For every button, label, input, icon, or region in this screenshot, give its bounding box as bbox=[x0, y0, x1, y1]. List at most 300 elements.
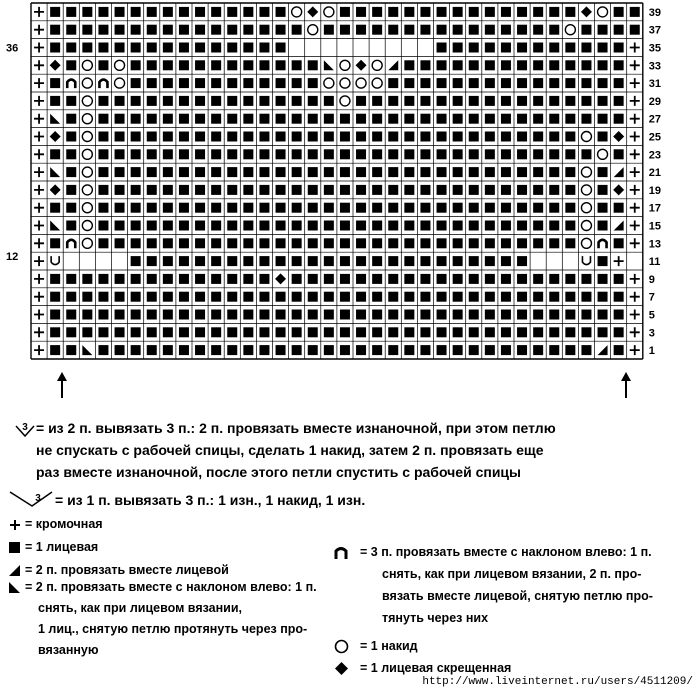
row-label: 33 bbox=[648, 60, 662, 73]
chart-cell bbox=[581, 114, 591, 124]
chart-cell bbox=[195, 256, 205, 266]
chart-cell bbox=[469, 167, 479, 177]
chart-cell bbox=[533, 345, 543, 355]
chart-cell bbox=[50, 345, 60, 355]
chart-cell bbox=[82, 149, 92, 159]
chart-cell bbox=[195, 345, 205, 355]
chart-cell bbox=[179, 43, 189, 53]
chart-cell bbox=[437, 114, 447, 124]
chart-cell bbox=[131, 203, 141, 213]
chart-cell bbox=[437, 132, 447, 142]
chart-cell bbox=[98, 43, 108, 53]
chart-cell bbox=[388, 221, 398, 231]
chart-cell bbox=[501, 238, 511, 248]
chart-cell bbox=[115, 149, 125, 159]
row-label: 25 bbox=[648, 131, 662, 144]
k2tog-icon bbox=[8, 564, 22, 578]
chart-cell bbox=[533, 310, 543, 320]
chart-cell bbox=[533, 60, 543, 70]
three-from-one-icon bbox=[8, 488, 54, 512]
chart-cell bbox=[404, 345, 414, 355]
chart-cell bbox=[259, 7, 269, 17]
chart-cell bbox=[66, 310, 76, 320]
chart-cell bbox=[163, 185, 173, 195]
chart-cell bbox=[34, 292, 44, 302]
chart-cell bbox=[163, 43, 173, 53]
chart-cell bbox=[388, 203, 398, 213]
chart-cell bbox=[420, 203, 430, 213]
chart-cell bbox=[34, 132, 44, 142]
chart-cell bbox=[211, 78, 221, 88]
chart-cell bbox=[533, 132, 543, 142]
chart-cell bbox=[469, 43, 479, 53]
chart-cell bbox=[227, 167, 237, 177]
chart-cell bbox=[485, 310, 495, 320]
chart-cell bbox=[243, 149, 253, 159]
chart-cell bbox=[34, 96, 44, 106]
chart-cell bbox=[469, 114, 479, 124]
chart-cell bbox=[437, 203, 447, 213]
chart-cell bbox=[324, 7, 334, 17]
chart-cell bbox=[195, 167, 205, 177]
chart-cell bbox=[549, 43, 559, 53]
chart-cell bbox=[420, 25, 430, 35]
chart-cell bbox=[211, 167, 221, 177]
chart-cell bbox=[388, 7, 398, 17]
chart-cell bbox=[227, 310, 237, 320]
chart-cell bbox=[227, 25, 237, 35]
chart-cell bbox=[614, 96, 624, 106]
chart-cell bbox=[98, 310, 108, 320]
chart-cell bbox=[420, 167, 430, 177]
chart-cell bbox=[340, 310, 350, 320]
chart-cell bbox=[211, 43, 221, 53]
chart-cell bbox=[372, 7, 382, 17]
chart-cell bbox=[549, 7, 559, 17]
chart-cell bbox=[50, 292, 60, 302]
chart-cell bbox=[243, 96, 253, 106]
chart-cell bbox=[308, 185, 318, 195]
chart-cell bbox=[469, 274, 479, 284]
chart-cell bbox=[581, 149, 591, 159]
chart-cell bbox=[614, 203, 624, 213]
chart-cell bbox=[259, 238, 269, 248]
edge-stitch-icon bbox=[8, 518, 22, 532]
chart-cell bbox=[211, 345, 221, 355]
chart-cell bbox=[227, 132, 237, 142]
chart-cell bbox=[163, 132, 173, 142]
chart-cell bbox=[420, 185, 430, 195]
chart-cell bbox=[147, 345, 157, 355]
chart-cell bbox=[630, 60, 640, 70]
chart-cell bbox=[372, 310, 382, 320]
chart-cell bbox=[211, 7, 221, 17]
chart-cell bbox=[227, 43, 237, 53]
row-label: 23 bbox=[648, 149, 662, 162]
row-label: 39 bbox=[648, 6, 662, 19]
chart-cell bbox=[598, 203, 608, 213]
chart-cell bbox=[66, 185, 76, 195]
chart-cell bbox=[614, 238, 624, 248]
chart-cell bbox=[485, 327, 495, 337]
chart-cell bbox=[437, 256, 447, 266]
chart-cell bbox=[565, 167, 575, 177]
chart-cell bbox=[549, 96, 559, 106]
chart-cell bbox=[356, 327, 366, 337]
chart-cell bbox=[372, 96, 382, 106]
k3tog-icon bbox=[334, 546, 348, 560]
chart-cell bbox=[179, 345, 189, 355]
chart-cell bbox=[388, 132, 398, 142]
chart-cell bbox=[517, 185, 527, 195]
chart-cell bbox=[517, 43, 527, 53]
chart-cell bbox=[340, 238, 350, 248]
chart-cell bbox=[276, 238, 286, 248]
chart-cell bbox=[372, 274, 382, 284]
chart-cell bbox=[147, 96, 157, 106]
chart-cell bbox=[340, 274, 350, 284]
chart-cell bbox=[324, 149, 334, 159]
chart-cell bbox=[533, 114, 543, 124]
chart-cell bbox=[34, 221, 44, 231]
chart-cell bbox=[163, 96, 173, 106]
chart-cell bbox=[243, 114, 253, 124]
chart-cell bbox=[630, 345, 640, 355]
chart-cell bbox=[243, 132, 253, 142]
chart-cell bbox=[82, 310, 92, 320]
chart-cell bbox=[324, 345, 334, 355]
chart-cell bbox=[179, 114, 189, 124]
chart-cell bbox=[259, 167, 269, 177]
chart-cell bbox=[549, 238, 559, 248]
chart-cell bbox=[66, 221, 76, 231]
chart-cell bbox=[82, 43, 92, 53]
chart-cell bbox=[308, 274, 318, 284]
chart-cell bbox=[82, 185, 92, 195]
chart-cell bbox=[292, 96, 302, 106]
chart-cell bbox=[308, 238, 318, 248]
chart-cell bbox=[292, 185, 302, 195]
chart-cell bbox=[259, 114, 269, 124]
chart-cell bbox=[179, 7, 189, 17]
chart-cell bbox=[227, 345, 237, 355]
chart-cell bbox=[50, 7, 60, 17]
chart-cell bbox=[211, 238, 221, 248]
chart-cell bbox=[549, 60, 559, 70]
chart-cell bbox=[453, 345, 463, 355]
chart-cell bbox=[356, 274, 366, 284]
chart-cell bbox=[565, 274, 575, 284]
chart-cell bbox=[195, 132, 205, 142]
chart-cell bbox=[147, 132, 157, 142]
chart-cell bbox=[163, 256, 173, 266]
chart-cell bbox=[485, 256, 495, 266]
legend-k3tog-line4: тянуть через них bbox=[382, 611, 489, 625]
chart-cell bbox=[259, 310, 269, 320]
chart-cell bbox=[501, 25, 511, 35]
chart-cell bbox=[115, 43, 125, 53]
chart-cell bbox=[549, 114, 559, 124]
chart-cell bbox=[517, 60, 527, 70]
chart-cell bbox=[404, 327, 414, 337]
chart-cell bbox=[163, 274, 173, 284]
chart-cell bbox=[613, 184, 624, 195]
chart-cell bbox=[388, 25, 398, 35]
chart-cell bbox=[356, 256, 366, 266]
chart-cell bbox=[453, 310, 463, 320]
chart-cell bbox=[179, 327, 189, 337]
chart-cell bbox=[276, 327, 286, 337]
chart-cell bbox=[565, 149, 575, 159]
chart-cell bbox=[630, 78, 640, 88]
chart-cell bbox=[115, 310, 125, 320]
chart-cell bbox=[420, 60, 430, 70]
chart-cell bbox=[227, 256, 237, 266]
chart-cell bbox=[598, 221, 608, 231]
chart-cell bbox=[581, 78, 591, 88]
chart-cell bbox=[82, 221, 92, 231]
legend-k2tog: = 2 п. провязать вместе лицевой bbox=[25, 563, 229, 577]
chart-cell bbox=[195, 203, 205, 213]
chart-cell bbox=[565, 238, 575, 248]
chart-cell bbox=[356, 310, 366, 320]
chart-cell bbox=[469, 78, 479, 88]
chart-cell bbox=[131, 221, 141, 231]
chart-cell bbox=[34, 238, 44, 248]
chart-cell bbox=[485, 114, 495, 124]
legend-purl-increase-line3: раз вместе изнаночной, после этого петли спустить с рабочей спицы bbox=[36, 464, 521, 480]
chart-cell bbox=[469, 132, 479, 142]
chart-cell bbox=[147, 310, 157, 320]
chart-cell bbox=[453, 96, 463, 106]
chart-cell bbox=[211, 310, 221, 320]
chart-cell bbox=[437, 25, 447, 35]
chart-cell bbox=[163, 78, 173, 88]
chart-cell bbox=[565, 203, 575, 213]
chart-cell bbox=[211, 114, 221, 124]
chart-cell bbox=[276, 167, 286, 177]
chart-cell bbox=[324, 274, 334, 284]
chart-cell bbox=[517, 203, 527, 213]
chart-cell bbox=[99, 80, 107, 89]
chart-cell bbox=[517, 221, 527, 231]
chart-cell bbox=[324, 185, 334, 195]
chart-cell bbox=[179, 274, 189, 284]
chart-cell bbox=[98, 114, 108, 124]
chart-cell bbox=[179, 221, 189, 231]
chart-cell bbox=[50, 96, 60, 106]
chart-cell bbox=[115, 132, 125, 142]
chart-cell bbox=[614, 310, 624, 320]
chart-cell bbox=[485, 78, 495, 88]
chart-cell bbox=[614, 292, 624, 302]
chart-cell bbox=[147, 185, 157, 195]
chart-cell bbox=[147, 60, 157, 70]
chart-cell bbox=[195, 114, 205, 124]
chart-cell bbox=[211, 256, 221, 266]
chart-cell bbox=[437, 60, 447, 70]
chart-cell bbox=[420, 96, 430, 106]
chart-cell bbox=[82, 132, 92, 142]
chart-cell bbox=[565, 327, 575, 337]
chart-cell bbox=[565, 292, 575, 302]
chart-cell bbox=[453, 78, 463, 88]
chart-cell bbox=[549, 274, 559, 284]
chart-cell bbox=[34, 310, 44, 320]
legend-purl-increase-line2: не спускать с рабочей спицы, сделать 1 накид, затем 2 п. провязать еще bbox=[36, 442, 544, 458]
chart-cell bbox=[404, 310, 414, 320]
chart-cell bbox=[404, 274, 414, 284]
legend-yo: = 1 накид bbox=[360, 639, 418, 653]
chart-cell bbox=[614, 274, 624, 284]
chart-cell bbox=[98, 327, 108, 337]
chart-cell bbox=[98, 132, 108, 142]
chart-cell bbox=[501, 7, 511, 17]
chart-cell bbox=[276, 43, 286, 53]
chart-cell bbox=[292, 310, 302, 320]
purl-increase-icon bbox=[14, 418, 36, 440]
chart-cell bbox=[34, 25, 44, 35]
chart-cell bbox=[243, 310, 253, 320]
chart-cell bbox=[195, 78, 205, 88]
chart-cell bbox=[98, 96, 108, 106]
chart-cell bbox=[437, 292, 447, 302]
chart-cell bbox=[372, 25, 382, 35]
chart-cell bbox=[292, 114, 302, 124]
chart-cell bbox=[292, 345, 302, 355]
chart-cell bbox=[533, 25, 543, 35]
chart-cell bbox=[372, 221, 382, 231]
chart-cell bbox=[34, 345, 44, 355]
chart-cell bbox=[485, 25, 495, 35]
chart-cell bbox=[501, 185, 511, 195]
chart-cell bbox=[614, 149, 624, 159]
chart-cell bbox=[66, 167, 76, 177]
chart-cell bbox=[404, 256, 414, 266]
chart-cell bbox=[630, 310, 640, 320]
chart-cell bbox=[437, 238, 447, 248]
chart-cell bbox=[565, 7, 575, 17]
chart-cell bbox=[195, 7, 205, 17]
right-arrow-icon bbox=[619, 372, 633, 398]
chart-cell bbox=[517, 149, 527, 159]
chart-cell bbox=[259, 221, 269, 231]
chart-cell bbox=[437, 96, 447, 106]
chart-cell bbox=[372, 292, 382, 302]
chart-cell bbox=[292, 132, 302, 142]
row-label: 35 bbox=[648, 42, 662, 55]
chart-cell bbox=[131, 256, 141, 266]
row-label: 17 bbox=[648, 202, 662, 215]
chart-cell bbox=[292, 78, 302, 88]
chart-cell bbox=[356, 221, 366, 231]
chart-cell bbox=[98, 185, 108, 195]
chart-cell bbox=[501, 221, 511, 231]
chart-cell bbox=[501, 132, 511, 142]
chart-cell bbox=[581, 25, 591, 35]
chart-cell bbox=[340, 345, 350, 355]
chart-cell bbox=[115, 60, 125, 70]
chart-cell bbox=[549, 310, 559, 320]
chart-cell bbox=[34, 7, 44, 17]
chart-cell bbox=[598, 43, 608, 53]
chart-cell bbox=[469, 185, 479, 195]
chart-cell bbox=[356, 7, 366, 17]
chart-cell bbox=[420, 78, 430, 88]
chart-cell bbox=[420, 132, 430, 142]
chart-cell bbox=[227, 7, 237, 17]
chart-cell bbox=[195, 238, 205, 248]
chart-cell bbox=[308, 345, 318, 355]
chart-cell bbox=[211, 203, 221, 213]
chart-cell bbox=[469, 256, 479, 266]
chart-cell bbox=[549, 167, 559, 177]
chart-cell bbox=[533, 78, 543, 88]
chart-cell bbox=[356, 25, 366, 35]
chart-cell bbox=[356, 238, 366, 248]
chart-cell bbox=[549, 78, 559, 88]
chart-cell bbox=[581, 238, 591, 248]
chart-cell bbox=[66, 60, 76, 70]
chart-cell bbox=[308, 96, 318, 106]
chart-cell bbox=[517, 292, 527, 302]
chart-cell bbox=[147, 7, 157, 17]
chart-cell bbox=[195, 274, 205, 284]
chart-cell bbox=[66, 25, 76, 35]
row-label: 37 bbox=[648, 24, 662, 37]
chart-cell bbox=[469, 292, 479, 302]
chart-cell bbox=[372, 185, 382, 195]
chart-cell bbox=[243, 238, 253, 248]
chart-cell bbox=[404, 7, 414, 17]
chart-cell bbox=[437, 327, 447, 337]
chart-cell bbox=[613, 131, 624, 142]
chart-cell bbox=[50, 149, 60, 159]
chart-cell bbox=[614, 25, 624, 35]
chart-cell bbox=[614, 327, 624, 337]
chart-cell bbox=[420, 310, 430, 320]
chart-cell bbox=[324, 221, 334, 231]
chart-cell bbox=[163, 149, 173, 159]
chart-cell bbox=[115, 25, 125, 35]
chart-cell bbox=[533, 292, 543, 302]
chart-cell bbox=[581, 185, 591, 195]
chart-cell bbox=[275, 273, 286, 284]
chart-cell bbox=[469, 203, 479, 213]
ssk-icon bbox=[8, 581, 22, 595]
chart-cell bbox=[565, 43, 575, 53]
chart-cell bbox=[533, 149, 543, 159]
chart-cell bbox=[131, 167, 141, 177]
chart-cell bbox=[485, 149, 495, 159]
chart-cell bbox=[340, 203, 350, 213]
chart-cell bbox=[243, 256, 253, 266]
chart-cell bbox=[51, 256, 59, 265]
chart-cell bbox=[131, 292, 141, 302]
chart-cell bbox=[517, 238, 527, 248]
chart-cell bbox=[211, 132, 221, 142]
chart-cell bbox=[630, 149, 640, 159]
chart-cell bbox=[388, 345, 398, 355]
chart-cell bbox=[115, 238, 125, 248]
chart-cell bbox=[179, 256, 189, 266]
chart-cell bbox=[388, 167, 398, 177]
chart-cell bbox=[404, 96, 414, 106]
chart-cell bbox=[276, 132, 286, 142]
chart-cell bbox=[147, 274, 157, 284]
chart-cell bbox=[437, 43, 447, 53]
svg-text:3: 3 bbox=[22, 422, 28, 433]
